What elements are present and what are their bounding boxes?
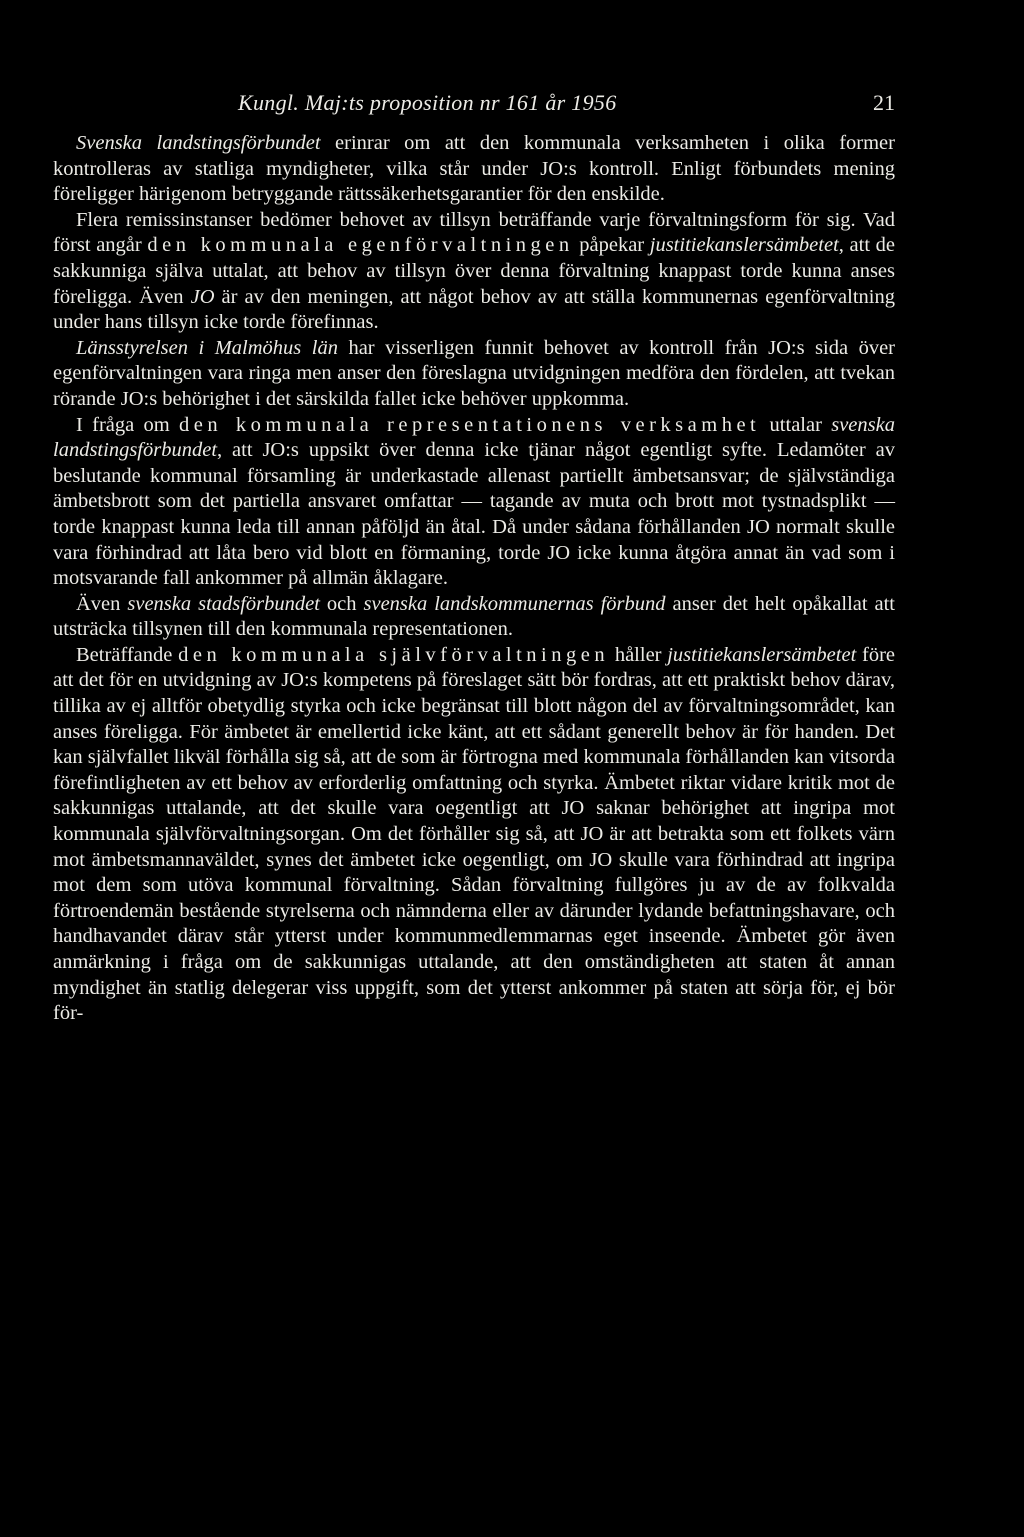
p5-text-2: och [319, 592, 364, 615]
p2-text-4: är av den meningen, att något behov av att ställa kommunernas egenförvaltning under hans tillsyn icke torde förefinnas. [53, 285, 895, 334]
paragraph-1 [53, 131, 895, 208]
header-title: Kungl. Maj:ts proposition nr 161 år 1956 [238, 90, 617, 115]
p5-text-3: anser det helt opåkallat att utsträcka tillsynen till den kommunala representationen. [53, 592, 896, 641]
p4-text-1: I fråga om [76, 413, 180, 436]
body-text [53, 131, 895, 1027]
p2-emphasis-2: JO [190, 285, 215, 308]
p5-emphasis-2: svenska landskommunernas förbund [363, 592, 666, 615]
p6-text-2: håller [609, 643, 668, 666]
paragraph-2 [53, 208, 895, 336]
document-page [53, 86, 895, 1027]
p3-text-1: har visserligen funnit behovet av kontroll från JO:s sida över egenförvaltningen vara ringa men anser den föreslagna utvidgningen medföra den fördelen, att tvekan rörande JO:s behörighet i det särskilda fallet icke behöver uppkomma. [53, 336, 895, 410]
p2-spaced-1: den kommunala egenförvaltningen [147, 234, 574, 257]
p2-text-1: Flera remissinstanser bedömer behovet av tillsyn beträffande varje förvaltningsform för sig. Vad först angår [53, 208, 895, 257]
p6-text-1: Beträffande [76, 643, 179, 666]
p4-text-3: , att JO:s uppsikt över denna icke tjänar något egentligt syfte. Ledamöter av beslutande kommunal församling är underkastade allenast partiellt ämbetsansvar; de självständiga ämbetsbrott som det partiella ansvaret omfattar — tagande av muta och brott mot tystnadsplikt — torde knappast kunna leda till annan påföljd än åtal. Då under sådana förhållanden JO normalt skulle vara förhindrad att låta bero vid blott en förmaning, torde JO icke kunna åtgöra annat än vad som i motsvarande fall ankommer på allmän åklagare. [53, 439, 895, 590]
p2-emphasis-1: justitiekanslersämbetet [649, 234, 839, 257]
p5-emphasis-1: svenska stadsförbundet [127, 592, 320, 615]
p2-text-2: påpekar [573, 234, 650, 257]
p6-emphasis-1: justitiekanslersämbetet [667, 643, 857, 666]
p5-text-1: Även [76, 592, 128, 615]
paragraph-6 [53, 643, 895, 1027]
running-header [53, 86, 895, 120]
paragraph-3 [53, 336, 895, 413]
paragraph-5 [53, 592, 895, 643]
p6-text-3: före att det för en utvidgning av JO:s kompetens på föreslaget sätt bör fordras, att ett praktiskt behov därav, tillika av ej alltför obetydlig styrka och icke begränsat till blott någon del av förvaltningsområdet, kan anses föreligga. För ämbetet är emellertid icke känt, att ett sådant generellt behov är för handen. Det kan självfallet likväl förhålla sig så, att de som är förtrogna med kommunala förhållanden kan vitsorda förefintligheten av ett behov av erforderlig omfattning och styrka. Ämbetet riktar vidare kritik mot de sakkunnigas uttalande, att det skulle vara oegentligt att JO saknar behörighet att ingripa mot kommunala självförvaltningsorgan. Om det förhåller sig så, att JO är att betrakta som ett folkets värn mot ämbetsmannaväldet, synes det ämbetet icke oegentligt, om JO skulle vara förhindrad att ingripa mot dem som utöva kommunal förvaltning. Sådan förvaltning fullgöres ju av de av folkvalda förtroendemän bestående styrelserna och nämnderna eller av därunder lydande befattningshavare, och handhavandet därav står ytterst under kommunmedlemmarnas eget inseende. Ämbetet gör även anmärkning i fråga om de sakkunnigas uttalande, att den omständigheten att staten åt annan myndighet än statlig delegerar viss uppgift, som det ytterst ankommer på staten att sörja för, ej bör för- [53, 643, 895, 1025]
p6-spaced-1: den kommunala självförvaltningen [178, 643, 610, 666]
p4-emphasis-1: svenska landstingsförbundet [53, 413, 895, 462]
p2-text-3: , att de sakkunniga själva uttalat, att behov av tillsyn över denna förvaltning knappast torde kunna anses föreligga. Även [53, 234, 895, 308]
p1-emphasis-1: Svenska landstingsförbundet [76, 132, 321, 154]
paragraph-4 [53, 413, 895, 592]
p1-text-1: erinrar om att den kommunala verksamheten i olika former kontrolleras av statliga myndigheter, vilka står under JO:s kontroll. Enligt förbundets mening föreligger härigenom betryggande rättssäkerhetsgarantier för den enskilde. [53, 132, 895, 206]
p4-spaced-1: den kommunala representationens verksamhet [179, 413, 761, 436]
p4-text-2: uttalar [760, 413, 832, 436]
page-number: 21 [873, 90, 895, 115]
p3-emphasis-1: Länsstyrelsen i Malmöhus län [76, 336, 338, 359]
